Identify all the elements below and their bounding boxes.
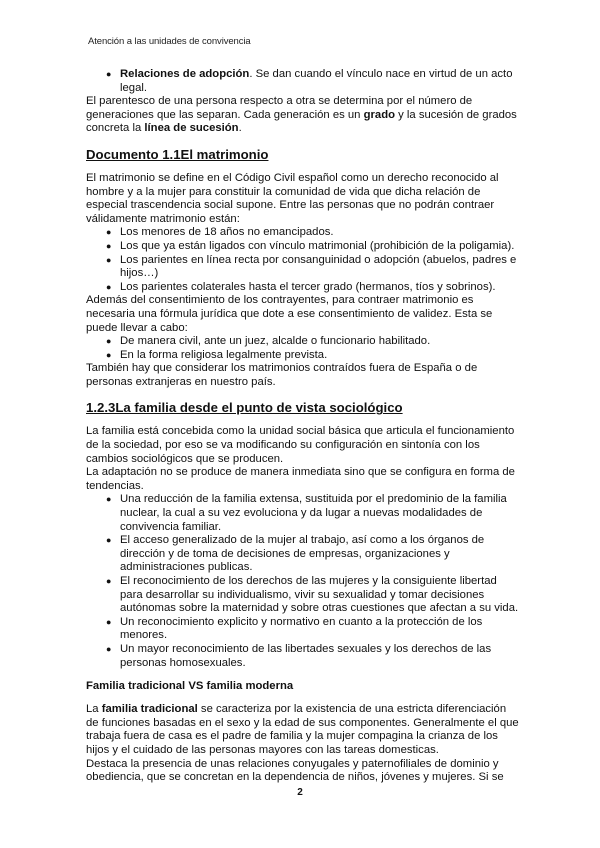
list-item-text: De manera civil, ante un juez, alcalde o funcionario habilitado. xyxy=(120,335,431,348)
bullet-icon: ● xyxy=(106,336,112,347)
list-item xyxy=(86,335,520,349)
list-item xyxy=(86,616,520,643)
term-bold: familia tradicional xyxy=(101,703,198,716)
list-item-text: El reconocimiento de los derechos de las mujeres y la consiguiente libertad para desarrollar su individualismo, vivir su sexualidad y tomar decisiones autónomas sobre la maternidad y sobre otras cuestiones que afectan a su vida. xyxy=(120,575,519,615)
list-item xyxy=(86,493,520,534)
bullet-icon: ● xyxy=(106,576,112,586)
paragraph-text: La xyxy=(86,703,102,716)
bullet-icon: ● xyxy=(106,535,112,546)
matrimonio-intro: El matrimonio se define en el Código Civil español como un derecho reconocido al hombre y a la mujer para constituir la comunidad de vida que dicha relación de especial trascendencia social supone. Entre las personas que no podrán contraer válidamente matrimonio están: xyxy=(86,171,499,225)
section-heading: 1.2.3La familia desde el punto de vista sociológico xyxy=(86,400,403,416)
extranjeros-paragraph: También hay que considerar los matrimonios contraídos fuera de España o de personas extranjeras en nuestro país. xyxy=(86,362,478,388)
consentimiento-paragraph: Además del consentimiento de los contrayentes, para contraer matrimonio es necesaria una fórmula jurídica que dote a ese consentimiento de validez. Esta se puede llevar a cabo: xyxy=(86,294,493,334)
paragraph-text: y la sucesión de grados concreta la xyxy=(86,108,517,135)
list-item xyxy=(86,240,520,254)
term-bold: línea de sucesión xyxy=(144,122,239,135)
list-item xyxy=(86,575,520,616)
tradicional-paragraph xyxy=(86,703,520,757)
bullet-icon: ● xyxy=(106,616,112,627)
list-item-text: El acceso generalizado de la mujer al trabajo, así como a los órganos de dirección y de toma de decisiones de empresas, organizaciones y administraciones publicas. xyxy=(120,534,485,574)
list-item-text: Un mayor reconocimiento de las libertades sexuales y los derechos de las personas homosexuales. xyxy=(120,642,492,669)
list-item xyxy=(86,534,520,575)
list-item-text: Los menores de 18 años no emancipados. xyxy=(120,226,334,239)
paragraph-text: . xyxy=(238,122,242,135)
list-item-text: Una reducción de la familia extensa, sustituida por el predominio de la familia nuclear, la cual a su vez evoluciona y da lugar a nuevas modalidades de convivencia familiar. xyxy=(120,493,507,533)
bullet-icon: ● xyxy=(106,240,112,251)
list-item xyxy=(86,349,520,363)
subsection-heading: Familia tradicional VS familia moderna xyxy=(86,680,294,693)
adopcion-list xyxy=(86,68,520,95)
term-bold: Relaciones de adopción xyxy=(120,68,250,80)
bullet-icon: ● xyxy=(106,494,112,505)
list-item-text: . Se dan cuando el vínculo nace en virtud de un acto legal. xyxy=(120,68,513,94)
list-item-text: En la forma religiosa legalmente prevista. xyxy=(120,348,328,361)
paragraph-text: se caracteriza por la existencia de una estricta diferenciación de funciones basadas en el sexo y la edad de sus componentes. Generalmente el que trabaja fuera de casa es el padre de familia y la mujer compagina la crianza de los hijos y el cuidado de las personas mayores con las tareas domesticas. xyxy=(86,703,519,756)
page-number: 2 xyxy=(297,787,303,798)
bullet-icon: ● xyxy=(106,227,112,238)
document-heading: Documento 1.1El matrimonio xyxy=(86,146,269,162)
list-item xyxy=(86,68,520,95)
paragraph-text: El parentesco de una persona respecto a otra se determina por el número de generaciones que las separan. Cada generación es un xyxy=(86,95,473,121)
familia-paragraph: La adaptación no se produce de manera inmediata sino que se configura en forma de tendencias. xyxy=(86,466,515,492)
list-item-text: Los parientes en línea recta por consanguinidad o adopción (abuelos, padres e hijos…) xyxy=(120,253,517,280)
bullet-icon: ● xyxy=(106,69,112,79)
list-item xyxy=(86,226,520,240)
parentesco-paragraph xyxy=(86,95,520,136)
destaca-paragraph: Destaca la presencia de unas relaciones conyugales y paternofiliales de dominio y obediencia, que se concretan en la dependencia de niños, jóvenes y mujeres. Si se xyxy=(86,757,504,784)
matrimonio-list xyxy=(86,226,520,294)
list-item-text: Los parientes colaterales hasta el tercer grado (hermanos, tíos y sobrinos). xyxy=(120,280,496,293)
list-item xyxy=(86,254,520,281)
bullet-icon: ● xyxy=(106,281,112,292)
term-bold: grado xyxy=(363,108,395,121)
tendencias-list xyxy=(86,493,520,670)
list-item xyxy=(86,643,520,670)
list-item xyxy=(86,281,520,295)
familia-paragraph: La familia está concebida como la unidad social básica que articula el funcionamiento de la sociedad, por eso se va modificando su configuración en sintonía con los cambios sociológicos que se producen. xyxy=(86,425,515,465)
list-item-text: Los que ya están ligados con vínculo matrimonial (prohibición de la poligamia). xyxy=(120,239,515,252)
page-content xyxy=(86,68,520,785)
bullet-icon: ● xyxy=(106,254,112,265)
bullet-icon: ● xyxy=(106,349,112,360)
forma-list xyxy=(86,335,520,362)
list-item-text: Un reconocimiento explicito y normativo en cuanto a la protección de los menores. xyxy=(120,615,483,642)
running-header: Atención a las unidades de convivencia xyxy=(88,36,251,47)
bullet-icon: ● xyxy=(106,643,112,654)
